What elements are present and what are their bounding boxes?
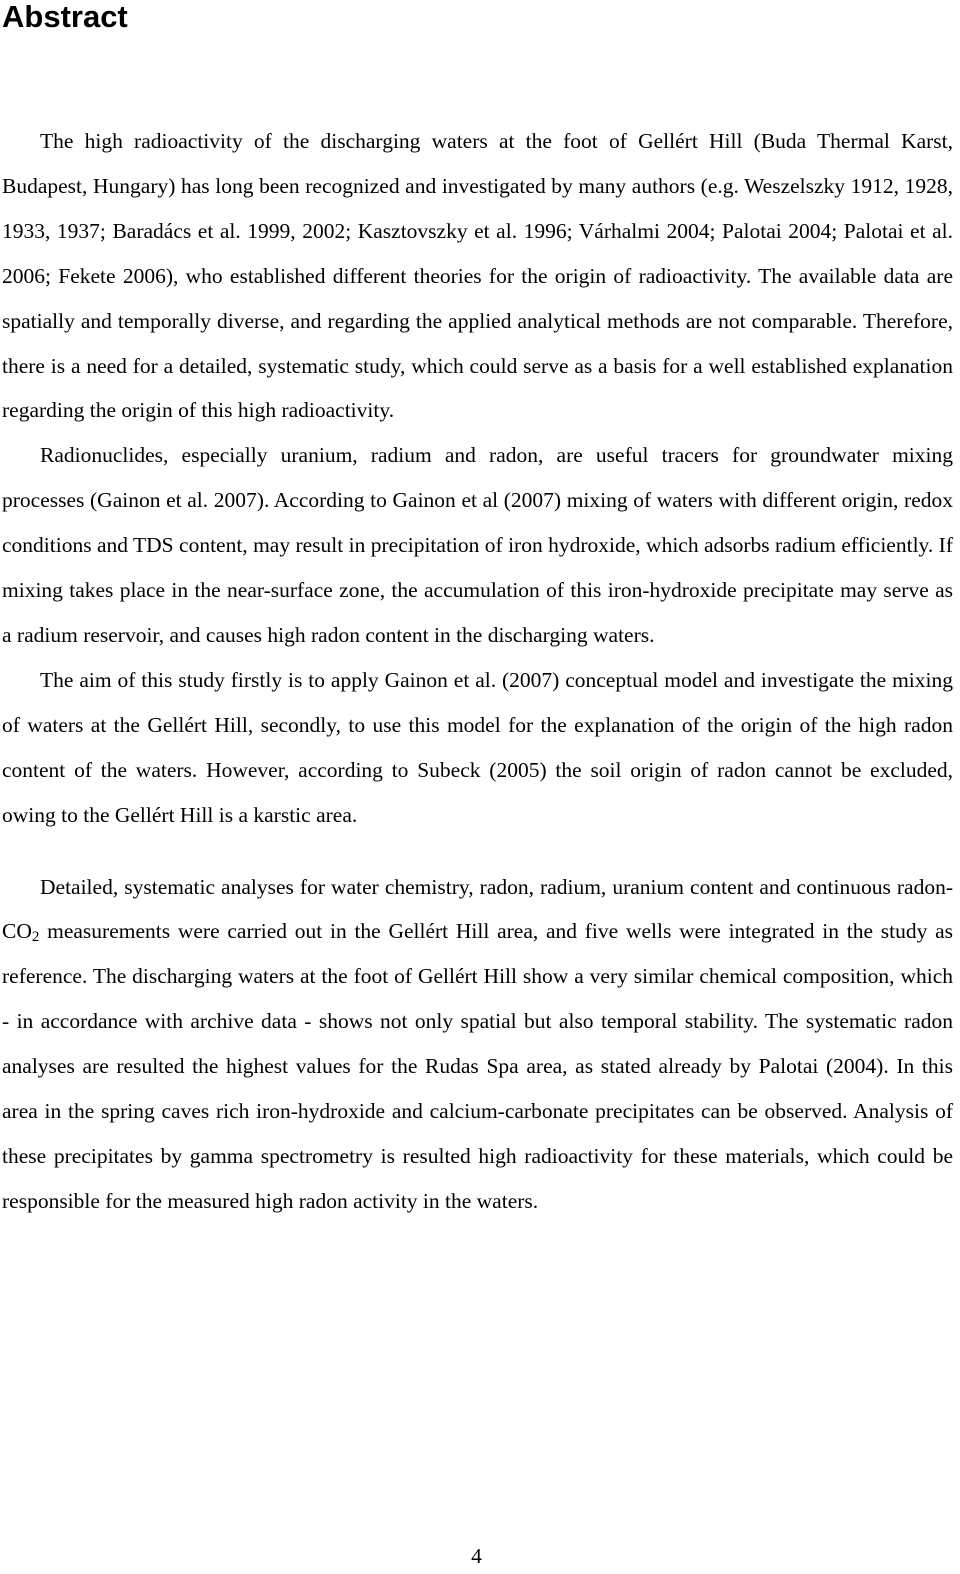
abstract-body: [2, 119, 953, 1224]
paragraph-1: The high radioactivity of the discharging waters at the foot of Gellért Hill (Buda Thermal Karst, Budapest, Hungary) has long been recognized and investigated by many authors (e.g. Weszelszky 1912, 1928, 1933, 1937; Baradács et al. 1999, 2002; Kasztovszky et al. 1996; Várhalmi 2004; Palotai 2004; Palotai et al. 2006; Fekete 2006), who established different theories for the origin of radioactivity. The available data are spatially and temporally diverse, and regarding the applied analytical methods are not comparable. Therefore, there is a need for a detailed, systematic study, which could serve as a basis for a well established explanation regarding the origin of this high radioactivity.: [2, 129, 953, 423]
page-heading: Abstract: [2, 0, 128, 34]
paragraph-4-text-before: Detailed, systematic analyses for water chemistry, radon, radium, uranium content and continuous radon-CO: [2, 874, 953, 944]
paragraph-4: [2, 865, 953, 1224]
paragraph-4-text-after: measurements were carried out in the Gellért Hill area, and five wells were integrated in the study as reference. The discharging waters at the foot of Gellért Hill show a very similar chemical composition, which - in accordance with archive data - shows not only spatial but also temporal stability. The systematic radon analyses are resulted the highest values for the Rudas Spa area, as stated already by Palotai (2004). In this area in the spring caves rich iron-hydroxide and calcium-carbonate precipitates can be observed. Analysis of these precipitates by gamma spectrometry is resulted high radioactivity for these materials, which could be responsible for the measured high radon activity in the waters.: [2, 919, 953, 1213]
co2-subscript: 2: [31, 929, 40, 946]
paragraph-2: Radionuclides, especially uranium, radium and radon, are useful tracers for groundwater mixing processes (Gainon et al. 2007). According to Gainon et al (2007) mixing of waters with different origin, redox conditions and TDS content, may result in precipitation of iron hydroxide, which adsorbs radium efficiently. If mixing takes place in the near-surface zone, the accumulation of this iron-hydroxide precipitate may serve as a radium reservoir, and causes high radon content in the discharging waters.: [2, 443, 953, 647]
page-number: 4: [471, 1544, 482, 1568]
paragraph-3: The aim of this study firstly is to apply Gainon et al. (2007) conceptual model and investigate the mixing of waters at the Gellért Hill, secondly, to use this model for the explanation of the origin of the high radon content of the waters. However, according to Subeck (2005) the soil origin of radon cannot be excluded, owing to the Gellért Hill is a karstic area.: [2, 667, 953, 827]
